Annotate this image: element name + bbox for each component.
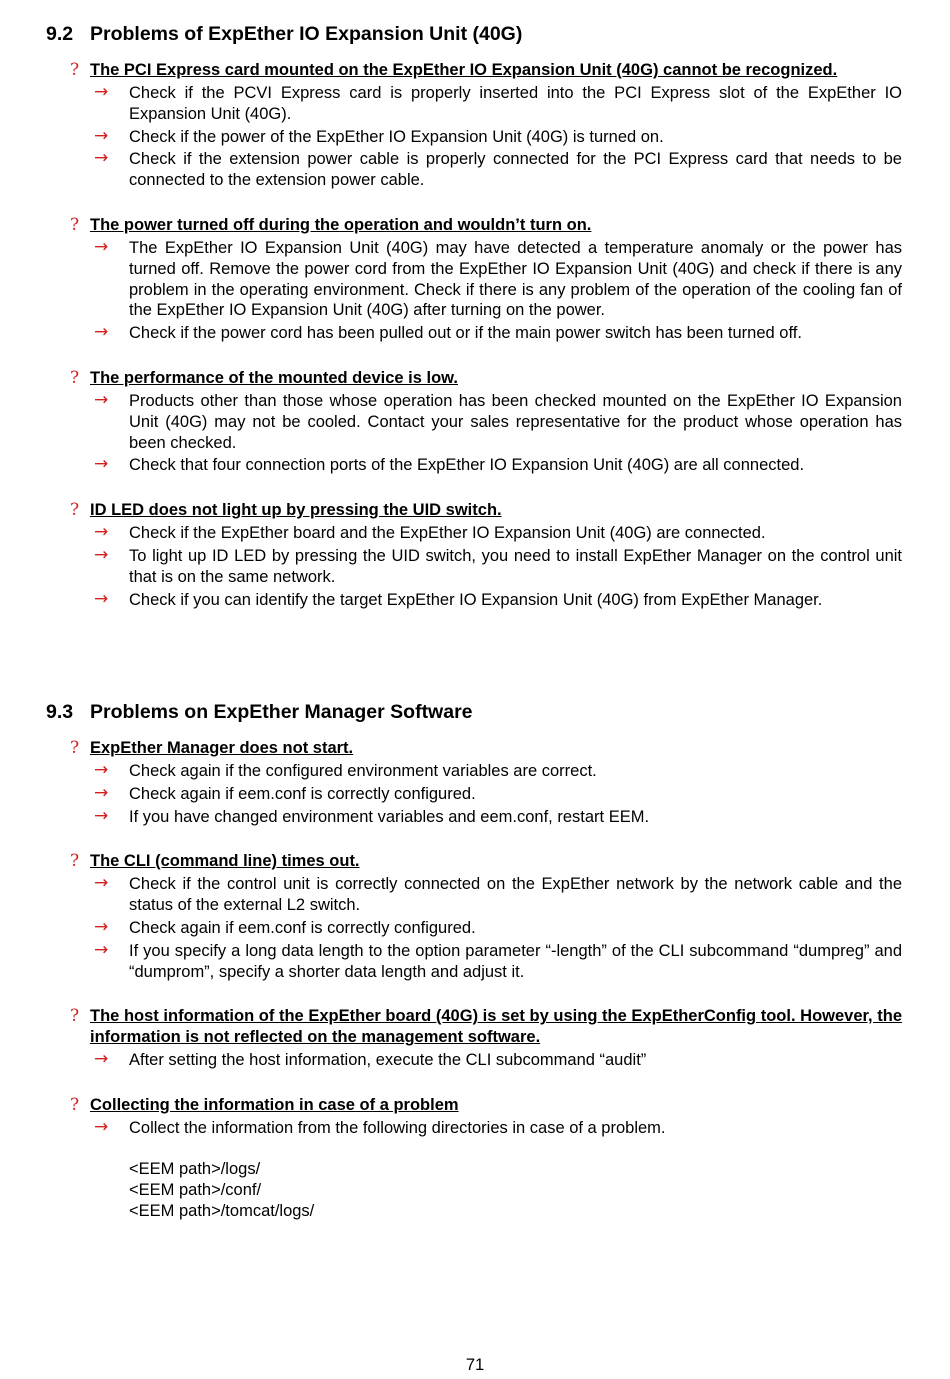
section-title: Problems on ExpEther Manager Software	[90, 701, 473, 723]
problem-item	[70, 60, 902, 191]
answer-text: Check if the power cord has been pulled out or if the main power switch has been turned off.	[129, 324, 802, 343]
answer-text: Check that four connection ports of the ExpEther IO Expansion Unit (40G) are all connected.	[129, 456, 805, 475]
problem-item	[70, 1095, 902, 1221]
problem-item	[70, 500, 902, 610]
answer-item	[90, 83, 902, 125]
problem-item	[70, 738, 902, 827]
problem-title: ExpEther Manager does not start.	[90, 739, 354, 757]
question-mark-icon: ?	[70, 214, 80, 235]
arrow-right-icon: →	[94, 588, 109, 609]
answer-text: Check if the control unit is correctly connected on the ExpEther network by the network cable and the status of the external L2 switch.	[129, 875, 902, 915]
problem-title: The performance of the mounted device is low.	[90, 368, 458, 387]
directory-path: <EEM path>/logs/	[129, 1159, 261, 1178]
question-mark-icon: ?	[70, 738, 80, 758]
arrow-right-icon: →	[94, 782, 109, 803]
question-mark-icon: ?	[70, 1095, 80, 1116]
answer-text: If you specify a long data length to the option parameter “-length” of the CLI subcommand “dumpreg” and “dumprom”, specify a shorter data length and adjust it.	[129, 941, 902, 981]
answer-text: Check if you can identify the target ExpEther IO Expansion Unit (40G) from ExpEther Manager.	[129, 590, 823, 609]
answer-item	[90, 784, 902, 805]
answer-text: Check again if eem.conf is correctly configured.	[129, 784, 476, 803]
problem-title: The PCI Express card mounted on the ExpEther IO Expansion Unit (40G) cannot be recognized.	[90, 61, 838, 79]
answer-text: Check if the PCVI Express card is properly inserted into the PCI Express slot of the ExpEther IO Expansion Unit (40G).	[129, 84, 902, 123]
problem-title: The CLI (command line) times out.	[90, 852, 360, 871]
problem-list	[46, 60, 902, 610]
problem-item	[70, 214, 902, 344]
page-number: 71	[465, 1356, 485, 1374]
arrow-right-icon: →	[94, 760, 109, 780]
answer-item	[90, 874, 902, 916]
section-number: 9.3	[46, 701, 74, 723]
problem-item	[70, 851, 902, 982]
answer-item	[90, 1050, 902, 1071]
answer-item	[90, 127, 902, 148]
answer-item	[90, 546, 902, 588]
answer-item	[90, 391, 902, 453]
question-mark-icon: ?	[70, 1006, 80, 1027]
arrow-right-icon: →	[94, 873, 109, 894]
answer-item	[90, 323, 902, 344]
arrow-right-icon: →	[94, 1049, 109, 1070]
arrow-right-icon: →	[94, 805, 109, 826]
answer-item	[90, 941, 902, 983]
section-9-3	[46, 700, 902, 1245]
section-9-2	[46, 22, 902, 634]
answer-text: Check again if the configured environment variables are correct.	[129, 762, 597, 780]
arrow-right-icon: →	[94, 939, 109, 960]
answer-text: Check if the ExpEther board and the ExpEther IO Expansion Unit (40G) are connected.	[129, 524, 766, 543]
answer-text: To light up ID LED by pressing the UID switch, you need to install ExpEther Manager on the control unit that is on the same network.	[129, 546, 902, 586]
section-heading	[46, 700, 902, 724]
problem-item	[70, 367, 902, 476]
answer-text: Check again if eem.conf is correctly configured.	[129, 918, 476, 937]
answer-text: Check if the extension power cable is properly connected for the PCI Express card that needs to be connected to the extension power cable.	[129, 150, 902, 190]
answer-item	[90, 238, 902, 321]
arrow-right-icon: →	[94, 125, 109, 146]
answer-text: Products other than those whose operation has been checked mounted on the ExpEther IO Expansion Unit (40G) may not be cooled. Contact your sales representative for the product whose operation has been checked.	[129, 391, 902, 452]
directory-path: <EEM path>/conf/	[129, 1180, 262, 1199]
answer-text: Check if the power of the ExpEther IO Expansion Unit (40G) is turned on.	[129, 127, 664, 146]
question-mark-icon: ?	[70, 367, 80, 388]
section-title: Problems of ExpEther IO Expansion Unit (40G)	[90, 23, 523, 45]
arrow-right-icon: →	[94, 148, 109, 169]
question-mark-icon: ?	[70, 500, 80, 521]
answer-item	[90, 455, 902, 476]
arrow-right-icon: →	[94, 389, 109, 410]
answer-text: The ExpEther IO Expansion Unit (40G) may have detected a temperature anomaly or the power has turned off. Remove the power cord from the ExpEther IO Expansion Unit (40G) and check if there is any problem in the operating environment. Check if there is any problem of the operation of the cooling fan of the ExpEther IO Expansion Unit (40G) after turning on the power.	[129, 238, 902, 320]
answer-item	[90, 590, 902, 611]
answer-item	[90, 918, 902, 939]
arrow-right-icon: →	[94, 1117, 109, 1138]
arrow-right-icon: →	[94, 916, 109, 937]
answer-text: Collect the information from the following directories in case of a problem.	[129, 1119, 666, 1138]
problem-title: The power turned off during the operation and wouldn’t turn on.	[90, 215, 592, 234]
arrow-right-icon: →	[94, 522, 109, 543]
answer-item	[90, 523, 902, 544]
problem-title: The host information of the ExpEther board (40G) is set by using the ExpEtherConfig tool. However, the information is not reflected on the management software.	[90, 1007, 902, 1047]
question-mark-icon: ?	[70, 60, 80, 80]
section-heading	[46, 22, 902, 46]
answer-item	[90, 149, 902, 191]
answer-item	[90, 1118, 902, 1139]
directory-path: <EEM path>/tomcat/logs/	[129, 1201, 315, 1220]
problem-list	[46, 738, 902, 1221]
arrow-right-icon: →	[94, 82, 109, 102]
arrow-right-icon: →	[94, 322, 109, 343]
arrow-right-icon: →	[94, 454, 109, 475]
question-mark-icon: ?	[70, 851, 80, 872]
problem-item	[70, 1006, 902, 1071]
problem-title: ID LED does not light up by pressing the UID switch.	[90, 501, 502, 520]
answer-item	[90, 807, 902, 828]
arrow-right-icon: →	[94, 236, 109, 257]
problem-title: Collecting the information in case of a problem	[90, 1096, 459, 1115]
section-number: 9.2	[46, 23, 74, 45]
arrow-right-icon: →	[94, 544, 109, 565]
answer-item	[90, 761, 902, 782]
answer-text: If you have changed environment variables and eem.conf, restart EEM.	[129, 807, 650, 826]
answer-text: After setting the host information, execute the CLI subcommand “audit”	[129, 1051, 647, 1070]
